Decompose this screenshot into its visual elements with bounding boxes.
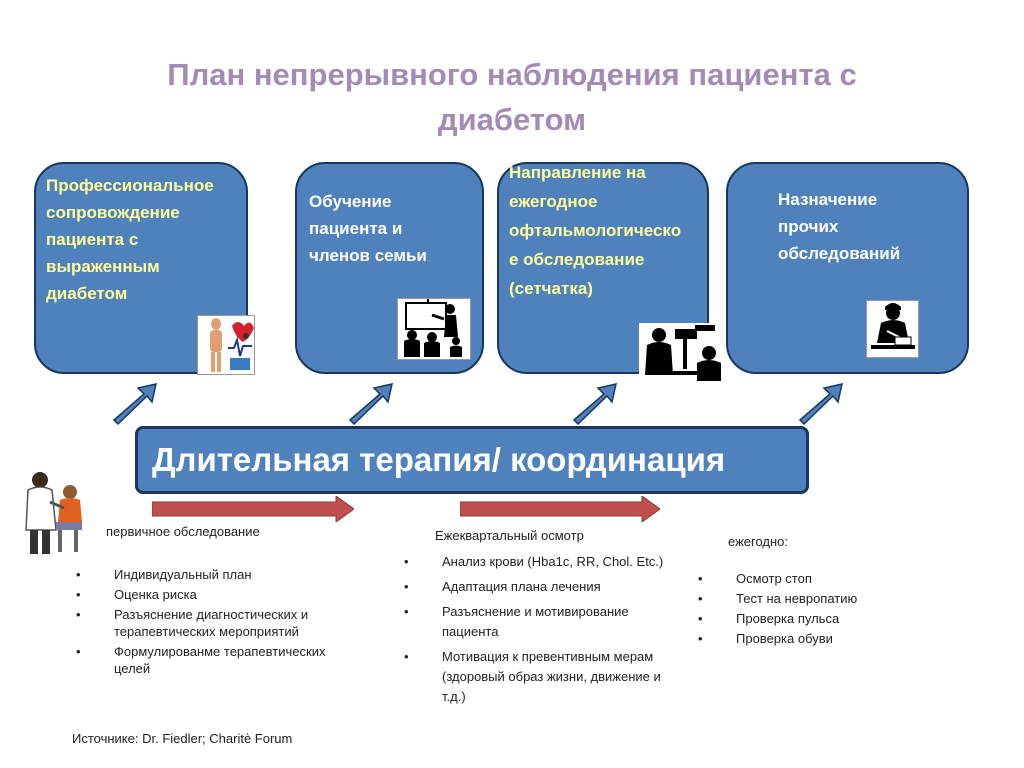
- therapy-banner-text: Длительная терапия/ координация: [152, 441, 726, 478]
- list-item-text: Проверка обуви: [736, 631, 833, 646]
- list-item: [698, 570, 936, 587]
- list-item-text: Проверка пульса: [736, 611, 840, 626]
- eye-exam-icon: [639, 323, 727, 383]
- list-item: [404, 577, 682, 597]
- list-item: [404, 552, 682, 572]
- box-professional-support-text: Профессиональное сопровождение пациента с выраженным диабетом: [46, 176, 214, 303]
- bullet: •: [698, 631, 703, 646]
- red-arrow-1-icon: [152, 496, 354, 522]
- medical-figure-icon: [197, 315, 255, 375]
- bullet: •: [76, 567, 81, 582]
- bullet: •: [404, 579, 409, 594]
- section-annual-caption: ежегодно:: [728, 534, 789, 549]
- list-item: [76, 606, 364, 640]
- arrow-up-4-icon: [796, 380, 846, 426]
- list-item: [404, 602, 682, 642]
- list-item-text: Разъяснение диагностических и терапевтических мероприятий: [114, 607, 309, 639]
- list-item: [76, 566, 364, 583]
- list-item: [698, 610, 936, 627]
- section-quarterly-caption: Ежеквартальный осмотр: [435, 528, 584, 543]
- bullet: •: [698, 611, 703, 626]
- section-initial-caption: первичное обследование: [106, 524, 260, 539]
- bullet: •: [404, 604, 409, 619]
- list-item: [76, 586, 364, 603]
- list-item-text: Оценка риска: [114, 587, 197, 602]
- section-annual-list: [698, 570, 936, 650]
- list-item-text: Формулированме терапевтических целей: [114, 644, 326, 676]
- doctor-patient-icon: [16, 470, 86, 556]
- section-initial-list: [76, 566, 364, 680]
- list-item-text: Осмотр стоп: [736, 571, 812, 586]
- list-item-text: Адаптация плана лечения: [442, 579, 601, 594]
- bullet: •: [76, 644, 81, 659]
- list-item: [698, 590, 936, 607]
- slide-title: План непрерывного наблюдения пациента с диабетом: [167, 57, 857, 137]
- bullet: •: [76, 607, 81, 622]
- section-quarterly-list: [404, 552, 682, 712]
- source-credit: Источнике: Dr. Fiedler; Charitè Forum: [72, 731, 293, 746]
- box-eye-exam-text: Направление на ежегодное офтальмологическо е обследование (сетчатка): [509, 163, 682, 298]
- arrow-up-3-icon: [570, 380, 620, 426]
- list-item-text: Анализ крови (Hba1c, RR, Chol. Etc.): [442, 554, 664, 569]
- list-item-text: Разъяснение и мотивирование пациента: [442, 604, 629, 639]
- teaching-group-icon: [397, 298, 471, 360]
- list-item: [698, 630, 936, 647]
- arrow-up-1-icon: [110, 380, 160, 426]
- list-item: [404, 647, 682, 707]
- therapy-banner: [135, 426, 809, 494]
- bullet: •: [698, 571, 703, 586]
- list-item-text: Индивидуальный план: [114, 567, 252, 582]
- box-education-text: Обучение пациента и членов семьи: [309, 192, 427, 265]
- arrow-up-2-icon: [346, 380, 396, 426]
- list-item-text: Мотивация к превентивным мерам (здоровый образ жизни, движение и т.д.): [442, 649, 661, 704]
- bullet: •: [698, 591, 703, 606]
- box-other-exams-text: Назначение прочих обследований: [778, 190, 901, 263]
- list-item: [76, 643, 364, 677]
- bullet: •: [404, 649, 409, 664]
- writing-person-icon: [866, 300, 919, 358]
- list-item-text: Тест на невропатию: [736, 591, 858, 606]
- red-arrow-2-icon: [460, 496, 660, 522]
- bullet: •: [404, 554, 409, 569]
- box-other-exams: [726, 162, 969, 374]
- bullet: •: [76, 587, 81, 602]
